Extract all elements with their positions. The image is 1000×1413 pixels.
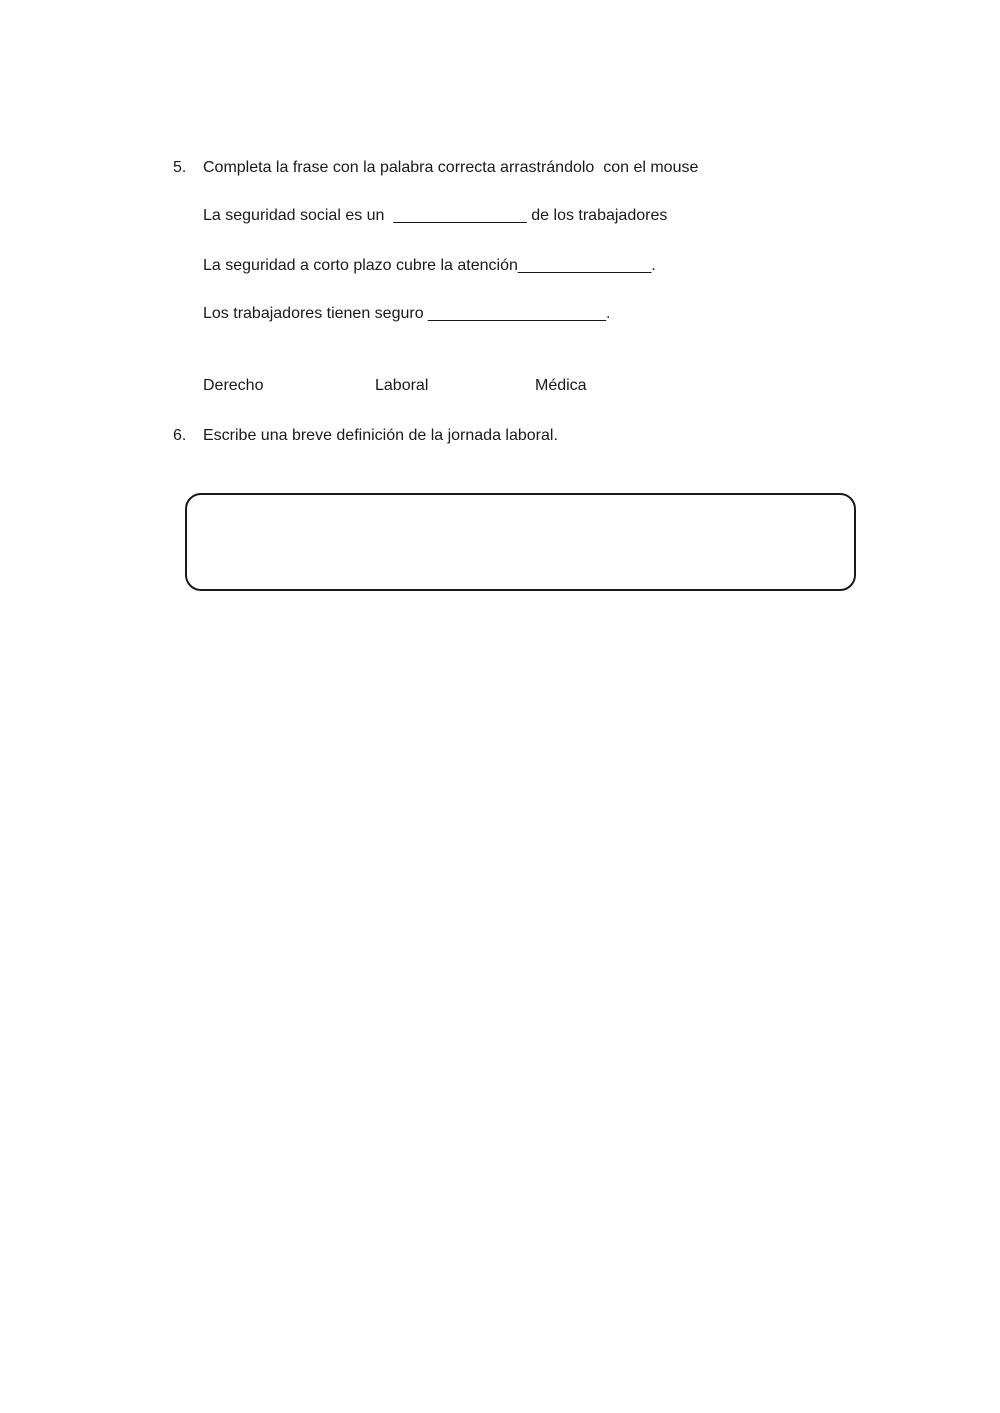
- question-5-instruction: Completa la frase con la palabra correcta arrastrándolo con el mouse: [203, 159, 699, 176]
- question-6-number: 6.: [173, 427, 187, 444]
- word-laboral[interactable]: Laboral: [375, 377, 429, 394]
- answer-textbox[interactable]: [185, 493, 856, 591]
- sentence-3[interactable]: Los trabajadores tienen seguro ____________________.: [203, 305, 611, 322]
- question-6-instruction: Escribe una breve definición de la jornada laboral.: [203, 427, 558, 444]
- word-medica[interactable]: Médica: [535, 377, 587, 394]
- question-5-number: 5.: [173, 159, 187, 176]
- sentence-1[interactable]: La seguridad social es un _______________ de los trabajadores: [203, 207, 668, 224]
- sentence-2[interactable]: La seguridad a corto plazo cubre la atención_______________.: [203, 257, 656, 274]
- word-derecho[interactable]: Derecho: [203, 377, 264, 394]
